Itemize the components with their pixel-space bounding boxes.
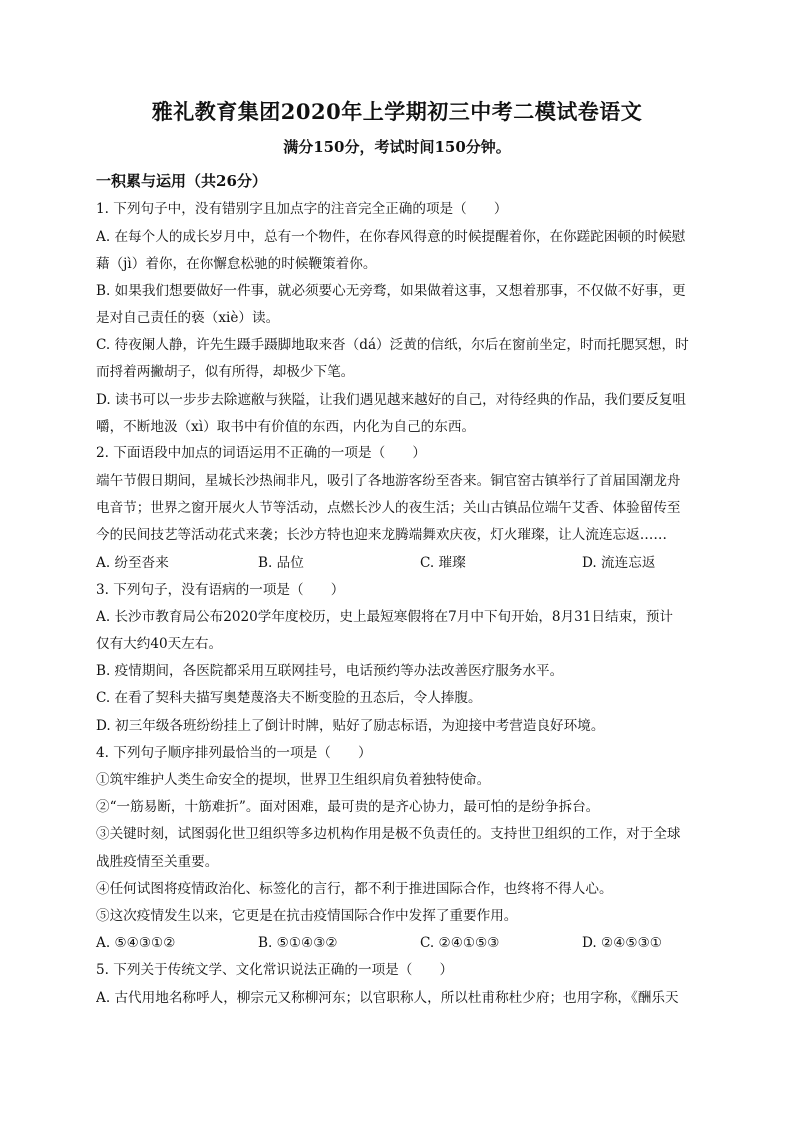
question-4-option-a: A. ⑤④③①② — [96, 935, 176, 951]
question-4-option-b: B. ⑤①④③② — [258, 935, 338, 951]
question-5-option-a: A. 古代用地名称呼人，柳宗元又称柳河东；以官职称人，所以杜甫称杜少府；也用字称，《酬乐天 — [96, 990, 679, 1006]
question-2-option-a: A. 纷至沓来 — [96, 555, 169, 571]
question-4-sentence-2: ②“一筋易断，十筋难折”。面对困难，最可贵的是齐心协力，最可怕的是纷争拆台。 — [96, 799, 600, 815]
question-2-stem: 2. 下面语段中加点的词语运用不正确的一项是（ ） — [96, 445, 426, 461]
question-2-passage-line: 电音节；世界之窗开展火人节等活动，点燃长沙人的夜生活；关山古镇品位端午艾香、体验留传至 — [96, 500, 681, 516]
question-1-option-c-cont: 而捋着两撇胡子，似有所得，却极少下笔。 — [96, 364, 355, 380]
question-1-stem: 1. 下列句子中，没有错别字且加点字的注音完全正确的项是（ ） — [96, 201, 508, 217]
question-3-stem: 3. 下列句子，没有语病的一项是（ ） — [96, 582, 345, 598]
question-1-option-c: C. 待夜阑人静，许先生蹑手蹑脚地取来沓（dá）泛黄的信纸，尔后在窗前坐定，时而托腮冥想，时 — [96, 337, 689, 353]
question-4-stem: 4. 下列句子顺序排列最恰当的一项是（ ） — [96, 745, 372, 761]
question-1-option-d: D. 读书可以一步步去除遮敝与狭隘，让我们遇见越来越好的自己，对待经典的作品，我们要反复咀 — [96, 392, 686, 408]
question-3-option-a: A. 长沙市教育局公布2020学年度校历，史上最短寒假将在7月中下旬开始，8月31日结束，预计 — [96, 609, 674, 625]
section-heading: 一积累与运用（共26分） — [96, 172, 267, 190]
question-1-option-b-cont: 是对自己责任的亵（xiè）读。 — [96, 310, 280, 326]
question-4-sentence-3: ③关键时刻，试图弱化世卫组织等多边机构作用是极不负责任的。支持世卫组织的工作，对于全球 — [96, 826, 681, 842]
question-4-options — [96, 933, 700, 953]
question-2-option-b: B. 品位 — [258, 555, 304, 571]
question-4-option-c: C. ②④①⑤③ — [420, 935, 500, 951]
question-4-sentence-5: ⑤这次疫情发生以来，它更是在抗击疫情国际合作中发挥了重要作用。 — [96, 908, 518, 924]
question-1-option-a: A. 在每个人的成长岁月中，总有一个物件，在你春风得意的时候提醒着你，在你蹉跎困顿的时候慰 — [96, 229, 686, 245]
question-4-option-d: D. ②④⑤③① — [582, 935, 662, 951]
question-3-option-c: C. 在看了契科夫描写奥楚蔑洛夫不断变脸的丑态后，令人捧腹。 — [96, 690, 482, 706]
question-3-option-b: B. 疫情期间，各医院都采用互联网挂号，电话预约等办法改善医疗服务水平。 — [96, 663, 564, 679]
question-2-options — [96, 553, 700, 573]
question-1-option-d-cont: 嚼，不断地汲（xì）取书中有价值的东西，内化为自己的东西。 — [96, 419, 476, 435]
question-3-option-a-cont: 仅有大约40天左右。 — [96, 636, 223, 652]
question-2-option-c: C. 璀璨 — [420, 555, 466, 571]
question-4-sentence-3-cont: 战胜疫情至关重要。 — [96, 854, 219, 870]
page-title: 雅礼教育集团2020年上学期初三中考二模试卷语文 — [151, 99, 643, 124]
question-3-option-d: D. 初三年级各班纷纷挂上了倒计时牌，贴好了励志标语，为迎接中考营造良好环境。 — [96, 718, 605, 734]
question-2-option-d: D. 流连忘返 — [582, 555, 656, 571]
question-4-sentence-1: ①筑牢维护人类生命安全的提坝，世界卫生组织肩负着独特使命。 — [96, 772, 491, 788]
question-4-sentence-4: ④任何试图将疫情政治化、标签化的言行，都不利于推进国际合作，也终将不得人心。 — [96, 881, 613, 897]
question-1-option-b: B. 如果我们想要做好一件事，就必须要心无旁骛，如果做着这事，又想着那事，不仅做不好事，更 — [96, 283, 686, 299]
question-1-option-a-cont: 藉（jì）着你，在你懈怠松驰的时候鞭策着你。 — [96, 256, 377, 272]
question-2-passage-line: 今的民间技艺等活动花式来袭；长沙方特也迎来龙腾端舞欢庆夜，灯火璀璨，让人流连忘返…… — [96, 527, 667, 543]
question-5-stem: 5. 下列关于传统文学、文化常识说法正确的一项是（ ） — [96, 962, 454, 978]
page-subtitle: 满分150分，考试时间150分钟。 — [283, 138, 511, 156]
question-2-passage-line: 端午节假日期间，星城长沙热闹非凡，吸引了各地游客纷至沓来。铜官窑古镇举行了首届国潮龙舟 — [96, 473, 681, 489]
